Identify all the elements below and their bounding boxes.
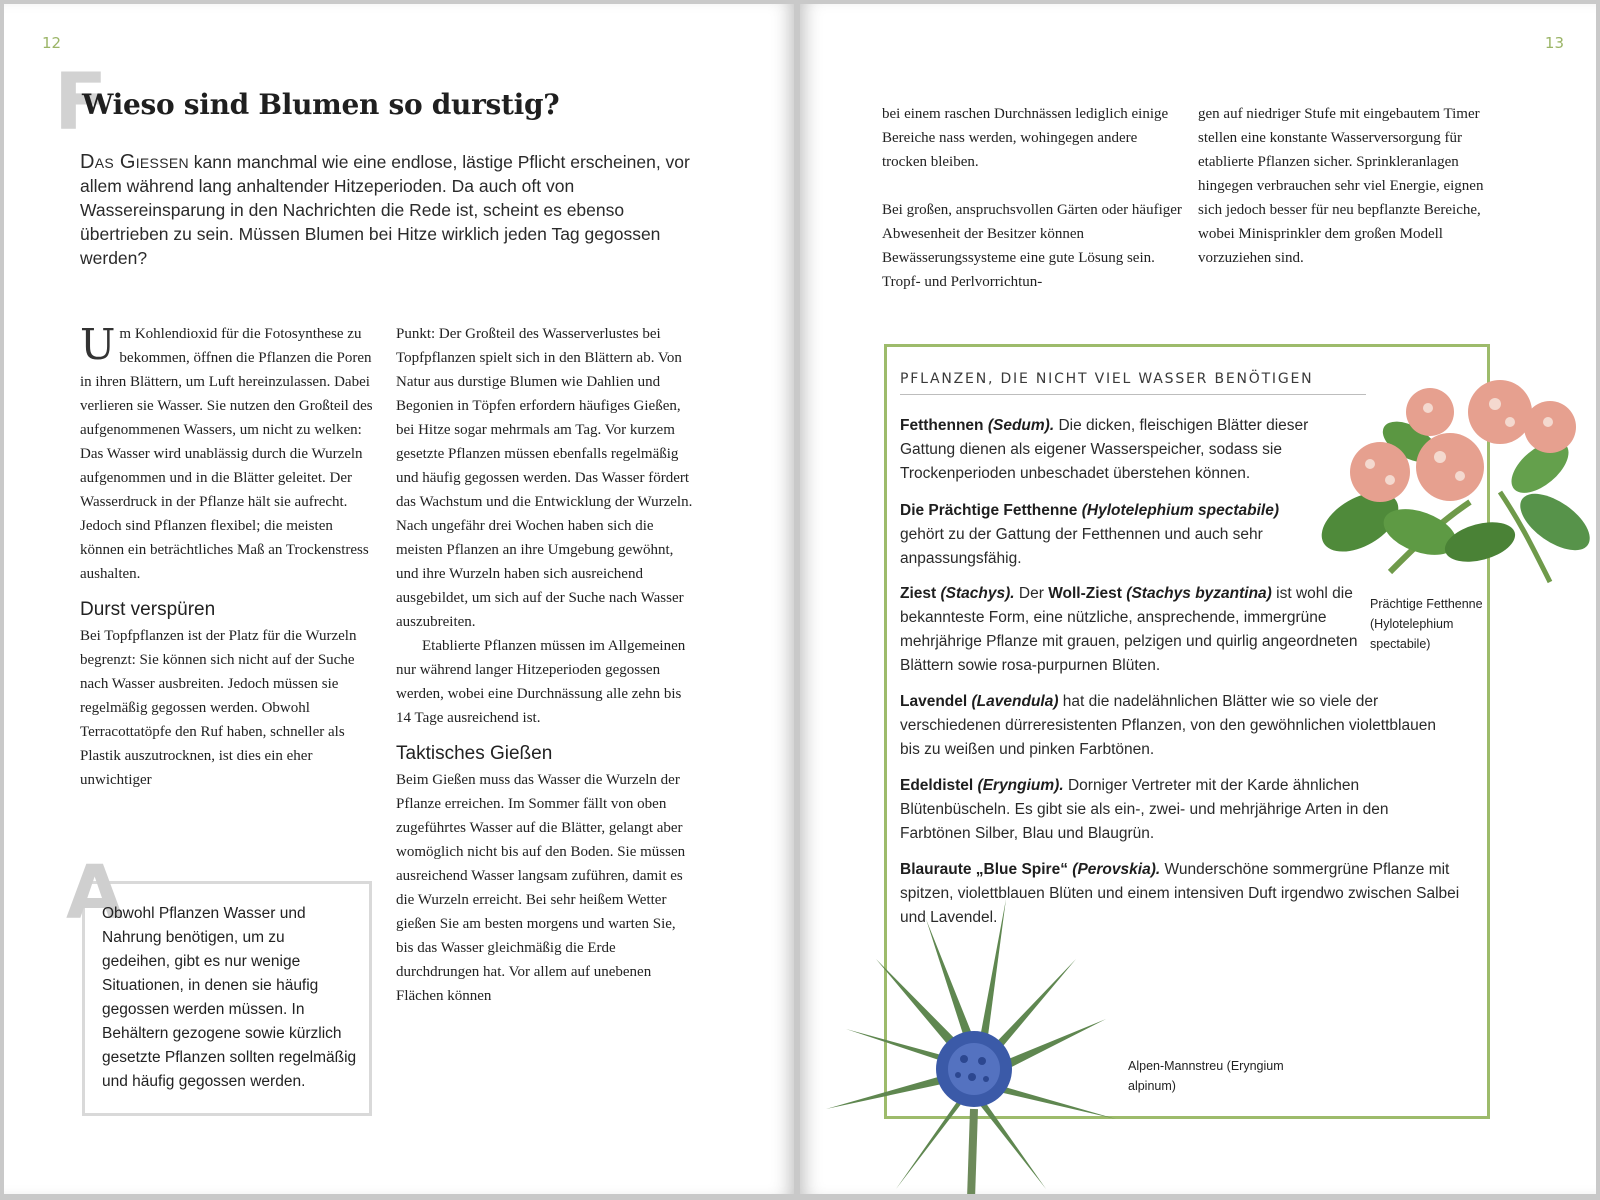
text-column-2 bbox=[396, 322, 696, 1008]
right-col1-paragraph-2: Bei großen, anspruchsvollen Gärten oder häufiger Abwesenheit der Besitzer können Bewässerungssysteme eine gute Lösung sein. Tropf- und Perlvorrichtun- bbox=[882, 202, 1182, 290]
sidebar-item-ziest: Ziest (Stachys). Der Woll-Ziest (Stachys byzantina) ist wohl die bekannteste Form, eine nützliche, ansprechende, immergrüne mehrjährige Pflanze mit grauen, pelzigen und quirlig angeordneten Blättern sowie rosa-purpurnen Blüten. bbox=[900, 585, 1358, 674]
col1-paragraph-2: Bei Topfpflanzen ist der Platz für die Wurzeln begrenzt: Sie können sich nicht auf der Suche nach Wasser ausbreiten. Jedoch müssen sie regelmäßig gegossen werden. Obwohl Terracottatöpfe den Ruf haben, schneller als Plastik auszutrocknen, ist dies ein eher unwichtiger bbox=[80, 628, 357, 788]
sidebar-heading: PFLANZEN, DIE NICHT VIEL WASSER BENÖTIGEN bbox=[900, 371, 1366, 395]
drop-cap-u: U bbox=[80, 320, 116, 369]
decorative-initial-f: F bbox=[54, 58, 108, 148]
intro-paragraph bbox=[80, 150, 700, 270]
col2-paragraph-3: Beim Gießen muss das Wasser die Wurzeln der Pflanze erreichen. Im Sommer fällt von oben zugeführtes Wasser auf die Blätter, gelangt aber womöglich nicht bis auf den Boden. Sie müssen ausreichend Wasser langsam zuführen, damit es die Wurzeln erreicht. Bei sehr heißem Wetter gießen Sie am besten morgens und warten Sie, bis das Wasser gleichmäßig die Erde durchdrungen hat. Vor allem auf unebenen Flächen können bbox=[396, 772, 686, 1004]
sidebar-item-fetthennen: Fetthennen (Sedum). Die dicken, fleischigen Blätter dieser Gattung dienen als eigener Wasserspeicher, sodass sie Trockenperioden unbeschadet überstehen können. bbox=[900, 417, 1309, 482]
intro-text: kann manchmal wie eine endlose, lästige Pflicht erscheinen, vor allem während lang anhaltender Hitzeperioden. Da auch oft von Wassereinsparung in den Nachrichten die Rede ist, scheint es ebenso übertrieben zu sein. Müssen Blumen bei Hitze wirklich jeden Tag gegossen werden? bbox=[80, 152, 690, 268]
page-number-right: 13 bbox=[1544, 34, 1564, 52]
subhead-durst: Durst verspüren bbox=[80, 599, 216, 620]
left-page bbox=[4, 4, 794, 1194]
col2-paragraph-1: Punkt: Der Großteil des Wasserverlustes bei Topfpflanzen spielt sich in den Blättern ab. Von Natur aus durstige Blumen wie Dahlien und Begonien in Töpfen erfordern häufiges Gießen, bei Hitze sogar mehrmals am Tag. Vor kurzem gesetzte Pflanzen müssen ebenfalls regelmäßig und häufig gegossen werden. Das Wasser fördert das Wachstum und die Entwicklung der Wurzeln. Nach ungefähr drei Wochen haben sich die meisten Pflanzen an ihre Umgebung gewöhnt, und ihre Wurzeln haben sich ausreichend ausgebildet, um sich auf der Suche nach Wasser auszubreiten. bbox=[396, 326, 693, 630]
intro-lead: Das Giessen bbox=[80, 151, 189, 173]
callout-text: Obwohl Pflanzen Wasser und Nahrung benötigen, um zu gedeihen, gibt es nur wenige Situationen, in denen sie häufig gegossen werden müssen. In Behältern gezogene sowie kürzlich gesetzte Pflanzen sollten regelmäßig und häufig gegossen werden. bbox=[102, 905, 357, 1090]
sidebar-item-praechtige-fetthenne: Die Prächtige Fetthenne (Hylotelephium spectabile) gehört zu der Gattung der Fetthennen und auch sehr anpassungsfähig. bbox=[900, 502, 1279, 567]
page-number-left: 12 bbox=[42, 34, 62, 52]
article-title: Wieso sind Blumen so durstig? bbox=[82, 88, 560, 121]
decorative-initial-a: A bbox=[66, 850, 124, 936]
col1-p1-text: m Kohlendioxid für die Fotosynthese zu bekommen, öffnen die Pflanzen die Poren in ihren Blättern, um Luft hereinzulassen. Dabei verlieren sie Wasser. Sie nutzen den Großteil des aufgenommenen Wassers, um nicht zu welken: Das Wasser wird unablässig durch die Wurzeln aufgenommen und in die Blätter geleitet. Der Wasserdruck in der Pflanze hält sie aufrecht. Jedoch sind Pflanzen flexibel; die meisten können ein beträchtliches Maß an Trockenstress aushalten. bbox=[80, 326, 373, 582]
eryngium-plant-image bbox=[806, 899, 1126, 1194]
sidebar-item-edeldistel: Edeldistel (Eryngium). Dorniger Vertreter mit der Karde ähnlichen Blütenbüscheln. Es gibt sie als ein-, zwei- und mehrjährige Arten in den Farbtönen Silber, Blau und Blaugrün. bbox=[900, 777, 1389, 842]
sidebar-item-blauraute: Blauraute „Blue Spire“ (Perovskia). Wunderschöne sommergrüne Pflanze mit spitzen, violettblauen Blüten und einem intensiven Duft irgendwo zwischen Salbei und Lavendel. bbox=[900, 861, 1460, 926]
caption-mannstreu: Alpen-Mannstreu (Eryngium alpinum) bbox=[1128, 1059, 1284, 1093]
caption-fetthenne: Prächtige Fetthenne (Hylotelephium spectabile) bbox=[1370, 597, 1483, 651]
right-column-1 bbox=[882, 102, 1182, 318]
right-page bbox=[800, 4, 1596, 1194]
col2-paragraph-2: Etablierte Pflanzen müssen im Allgemeinen nur während langer Hitzeperioden gegossen werden, wobei eine Durchnässung alle zehn bis 14 Tage ausreichend ist. bbox=[396, 638, 686, 726]
right-column-2 bbox=[1198, 102, 1498, 294]
col1-paragraph-1 bbox=[80, 322, 380, 586]
right-col1-paragraph-1: bei einem raschen Durchnässen lediglich einige Bereiche nass werden, wohingegen andere trocken bleiben. bbox=[882, 106, 1169, 170]
right-col2-paragraph-1: gen auf niedriger Stufe mit eingebautem Timer stellen eine konstante Wasserversorgung für etablierte Pflanzen sicher. Sprinkleranlagen hingegen verbrauchen sehr viel Energie, eignen sich jedoch besser für neu bepflanzte Bereiche, wobei Minisprinkler dem großen Modell vorzuziehen sind. bbox=[1198, 106, 1484, 266]
subhead-taktisches: Taktisches Gießen bbox=[396, 743, 553, 764]
sedum-plant-image bbox=[1300, 372, 1596, 592]
sidebar-item-lavendel: Lavendel (Lavendula) hat die nadelähnlichen Blätter wie so viele der verschiedenen dürreresistenten Pflanzen, von den gewöhnlichen violettblauen bis zu weißen und pinken Farbtönen. bbox=[900, 693, 1436, 758]
text-column-1 bbox=[80, 322, 380, 792]
